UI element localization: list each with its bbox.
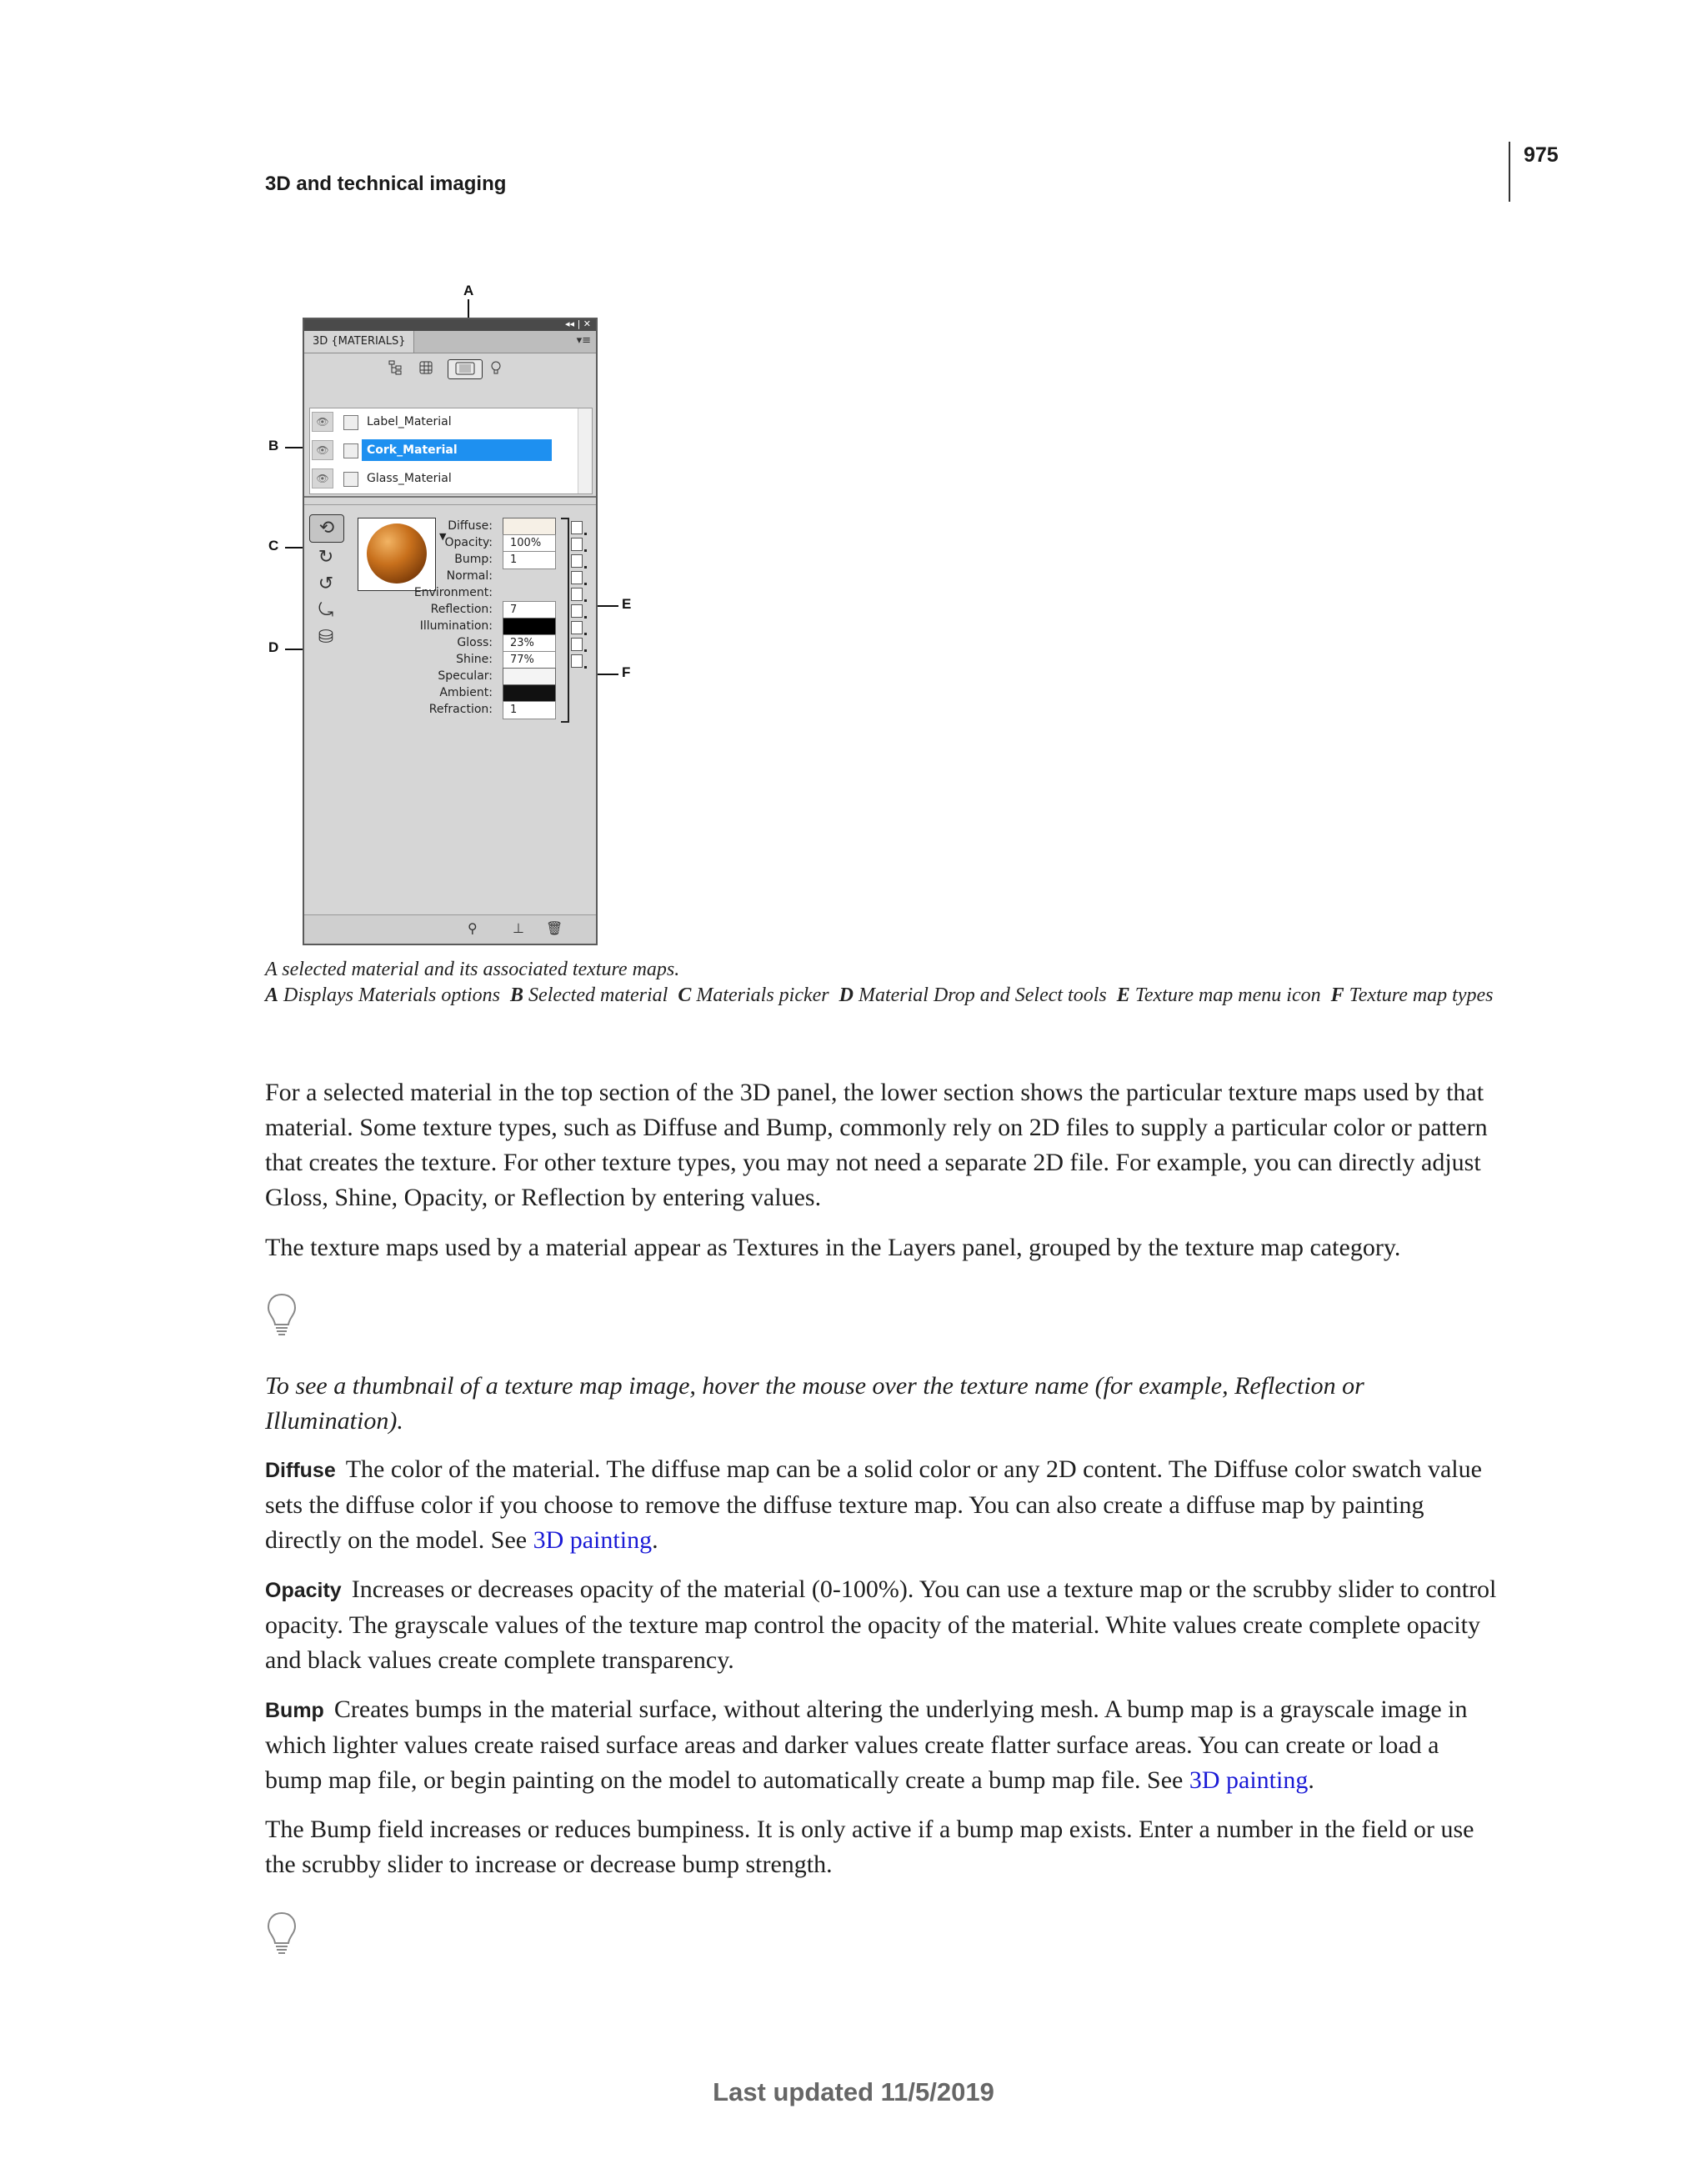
caption-text: Texture map types (1349, 984, 1494, 1006)
paragraph-texture-maps: The texture maps used by a material appear as Textures in the Layers panel, grouped by the texture map category. (265, 1234, 1401, 1261)
term-bump: Bump (265, 1699, 324, 1722)
specular-label: Specular: (438, 669, 493, 683)
normal-label: Normal: (446, 569, 493, 583)
gloss-label: Gloss: (457, 636, 493, 649)
illumination-label: Illumination: (419, 619, 493, 633)
caption-key: D (838, 984, 854, 1006)
picker-dropdown-icon[interactable]: ▼ (439, 531, 447, 542)
environment-label: Environment: (413, 586, 493, 599)
normal-map-menu-icon[interactable] (571, 571, 583, 584)
tab-3d-materials[interactable]: 3D {MATERIALS} (304, 331, 414, 353)
bump-text: Creates bumps in the material surface, without altering the underlying mesh. A bump map is a grayscale image in which lighter values create raised surface areas and darker values create flatter surface areas. You can create or load a bump map file, or begin painting on the model to automatically create a bump map file. See (265, 1696, 1468, 1794)
visibility-eye-icon[interactable]: 👁 (312, 468, 333, 488)
materials-list (309, 408, 593, 494)
diffuse-end: . (652, 1526, 658, 1554)
panel-section-divider[interactable] (304, 496, 596, 505)
caption-text: Selected material (528, 984, 668, 1006)
filter-row (304, 354, 596, 383)
paragraph-intro: For a selected material in the top section of the 3D panel, the lower section shows the particular texture maps used by that material. Some texture types, such as Diffuse and Bump, commonly rely on 2D files to supply a particular color or pattern that creates the texture. For other texture types, you may not need a separate 2D file. For example, you can directly adjust Gloss, Shine, Opacity, or Reflection by entering values. (265, 1079, 1488, 1211)
material-name[interactable]: Label_Material (367, 415, 452, 428)
shine-label: Shine: (456, 653, 493, 666)
caption-text: Texture map menu icon (1134, 984, 1321, 1006)
lightbulb-icon (265, 1292, 298, 1340)
scene-filter-icon[interactable] (386, 359, 406, 378)
reflection-field[interactable]: 7 (503, 601, 556, 619)
refraction-label: Refraction: (428, 703, 493, 716)
bump-end: . (1308, 1766, 1314, 1794)
refraction-field[interactable]: 1 (503, 701, 556, 719)
opacity-field[interactable]: 100% (503, 534, 556, 553)
materials-filter-icon[interactable] (448, 359, 483, 379)
bump-label: Bump: (454, 553, 493, 566)
figure-caption-legend (265, 983, 1499, 1009)
paragraph-bump-field: The Bump field increases or reduces bumpiness. It is only active if a bump map exists. Enter a number in the field or use the scrubby slider to increase or decrease bump strength. (265, 1816, 1474, 1878)
tip-text: To see a thumbnail of a texture map image, hover the mouse over the texture name (for example, Reflection or Illumination). (265, 1372, 1364, 1435)
callout-b: B (268, 438, 279, 453)
link-3d-painting[interactable]: 3D painting (1189, 1766, 1309, 1794)
gloss-field[interactable]: 23% (503, 634, 556, 653)
diffuse-text: The color of the material. The diffuse map can be a solid color or any 2D content. The Diffuse color swatch value sets the diffuse color if you choose to remove the diffuse texture map. You can also create a diffuse map by painting directly on the model. See (265, 1455, 1482, 1554)
materials-picker[interactable] (358, 518, 436, 591)
ambient-swatch[interactable] (503, 684, 556, 703)
section-header: 3D and technical imaging (265, 173, 507, 195)
callout-d: D (268, 639, 279, 655)
panel-bottom-bar (304, 914, 596, 944)
texture-types-bracket (561, 518, 569, 723)
lightbulb-icon (265, 1911, 298, 1959)
panel-tab-row (304, 331, 596, 353)
reflection-map-menu-icon[interactable] (571, 604, 583, 618)
illumination-map-menu-icon[interactable] (571, 621, 583, 634)
paragraph-bump (265, 1692, 1499, 1798)
3d-materials-panel (303, 318, 598, 945)
material-drop-icon[interactable]: ⛁ (318, 627, 334, 648)
term-opacity: Opacity (265, 1579, 342, 1602)
caption-text: Materials picker (696, 984, 829, 1006)
material-select-icon[interactable]: ⟲ (309, 514, 344, 543)
toggle-overlays-icon[interactable]: ⚲ (468, 920, 478, 936)
specular-swatch[interactable] (503, 668, 556, 686)
link-3d-painting[interactable]: 3D painting (533, 1526, 653, 1554)
callout-e: E (622, 596, 632, 612)
list-item[interactable] (310, 408, 592, 435)
figure-3d-materials-panel (265, 279, 648, 954)
diffuse-label: Diffuse: (448, 519, 493, 533)
caption-text: Displays Materials options (283, 984, 501, 1006)
new-light-icon[interactable]: ⊥ (513, 920, 524, 936)
pan-icon[interactable]: ⤿ (318, 600, 334, 621)
roll-icon[interactable]: ↺ (318, 574, 334, 594)
ambient-label: Ambient: (439, 686, 493, 699)
callout-f: F (622, 664, 631, 680)
reflection-label: Reflection: (430, 603, 493, 616)
bump-map-menu-icon[interactable] (571, 554, 583, 568)
caption-key: F (1330, 984, 1344, 1006)
materials-scrollbar[interactable] (578, 408, 592, 493)
list-item[interactable] (310, 437, 592, 463)
list-item[interactable] (310, 465, 592, 492)
caption-text: Material Drop and Select tools (858, 984, 1107, 1006)
shine-field[interactable]: 77% (503, 651, 556, 669)
material-name[interactable]: Glass_Material (367, 472, 452, 485)
bump-field[interactable]: 1 (503, 551, 556, 569)
header-rule (1509, 142, 1510, 202)
diffuse-swatch[interactable] (503, 518, 556, 536)
rotate-icon[interactable]: ↻ (318, 547, 334, 568)
visibility-eye-icon[interactable]: 👁 (312, 440, 333, 460)
illumination-swatch[interactable] (503, 618, 556, 636)
visibility-eye-icon[interactable]: 👁 (312, 412, 333, 432)
panel-window-controls[interactable]: ◂◂ | ✕ (565, 318, 591, 329)
material-swatch-icon (343, 443, 358, 458)
caption-key: C (678, 984, 692, 1006)
material-swatch-icon (343, 415, 358, 430)
gloss-map-menu-icon[interactable] (571, 638, 583, 651)
caption-key: E (1116, 984, 1130, 1006)
footer-last-updated: Last updated 11/5/2019 (713, 2077, 994, 2106)
paragraph-opacity (265, 1572, 1499, 1678)
callout-a: A (463, 283, 474, 298)
meshes-filter-icon[interactable] (416, 359, 436, 378)
paragraph-diffuse (265, 1452, 1499, 1558)
panel-title-bar (304, 319, 596, 331)
caption-key: B (510, 984, 524, 1006)
delete-icon[interactable]: 🗑 (546, 920, 563, 936)
environment-map-menu-icon[interactable] (571, 588, 583, 601)
opacity-map-menu-icon[interactable] (571, 538, 583, 551)
caption-key: A (265, 984, 279, 1006)
panel-menu-icon[interactable]: ▾≡ (576, 334, 591, 347)
opacity-text: Increases or decreases opacity of the material (0-100%). You can use a texture map or the scrubby slider to control opacity. The grayscale values of the texture map control the opacity of the material. White values create complete opacity and black values create complete transparency. (265, 1575, 1497, 1674)
page-number: 975 (1524, 143, 1559, 167)
cork-sphere-preview (367, 523, 427, 584)
shine-map-menu-icon[interactable] (571, 654, 583, 668)
callout-c: C (268, 538, 279, 554)
diffuse-map-menu-icon[interactable] (571, 521, 583, 534)
lights-filter-icon[interactable] (486, 359, 506, 378)
material-swatch-icon (343, 472, 358, 487)
figure-caption-title: A selected material and its associated texture maps. (265, 959, 680, 980)
opacity-label: Opacity: (444, 536, 493, 549)
term-diffuse: Diffuse (265, 1459, 336, 1482)
material-name-selected[interactable]: Cork_Material (362, 439, 552, 461)
